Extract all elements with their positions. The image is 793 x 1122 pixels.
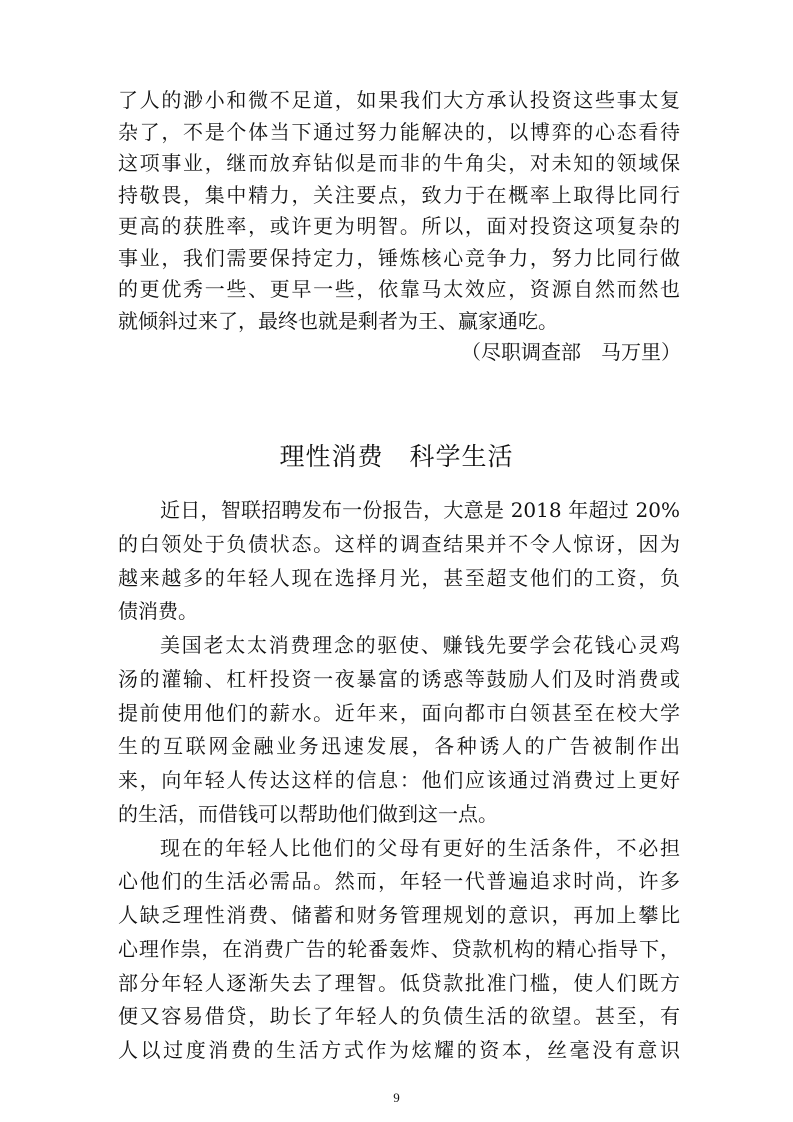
text-line: 人以过度消费的生活方式作为炫耀的资本，丝毫没有意识	[118, 1038, 680, 1062]
text-line: 美国老太太消费理念的驱使、赚钱先要学会花钱心灵鸡	[160, 633, 680, 657]
text-line: 了人的渺小和微不足道，如果我们大方承认投资这些事太复	[118, 88, 680, 112]
text-line: 更高的获胜率，或许更为明智。所以，面对投资这项复杂的	[118, 214, 680, 238]
text-line: 来，向年轻人传达这样的信息：他们应该通过消费过上更好	[118, 768, 680, 792]
text-line: 这项事业，继而放弃钻似是而非的牛角尖，对未知的领域保	[118, 151, 680, 175]
text-line: 人缺乏理性消费、储蓄和财务管理规划的意识，再加上攀比	[118, 903, 680, 927]
byline: （尽职调查部 马万里）	[461, 340, 681, 364]
text-line: 提前使用他们的薪水。近年来，面向都市白领甚至在校大学	[118, 700, 680, 725]
text-line: 心他们的生活必需品。然而，年轻一代普遍追求时尚，许多	[118, 869, 680, 894]
text-line: 就倾斜过来了，最终也就是剩者为王、赢家通吃。	[118, 308, 558, 333]
text-line: 生的互联网金融业务迅速发展，各种诱人的广告被制作出	[118, 734, 680, 759]
text-line: 便又容易借贷，助长了年轻人的负债生活的欲望。甚至，有	[118, 1004, 680, 1029]
text-line: 部分年轻人逐渐失去了理智。低贷款批准门槛，使人们既方	[118, 970, 680, 995]
text-line: 的生活，而借钱可以帮助他们做到这一点。	[118, 801, 498, 826]
text-line: 越来越多的年轻人现在选择月光，甚至超支他们的工资，负	[118, 565, 680, 590]
text-line: 现在的年轻人比他们的父母有更好的生活条件，不必担	[160, 835, 680, 860]
text-line: 近日，智联招聘发布一份报告，大意是 2018 年超过 20%	[160, 498, 680, 522]
text-line: 持敬畏，集中精力，关注要点，致力于在概率上取得比同行	[118, 182, 680, 207]
text-line: 的白领处于负债状态。这样的调查结果并不令人惊讶，因为	[118, 531, 680, 556]
text-line: 汤的灌输、杠杆投资一夜暴富的诱惑等鼓励人们及时消费或	[118, 666, 680, 691]
text-line: 心理作祟，在消费广告的轮番轰炸、贷款机构的精心指导下，	[118, 936, 680, 961]
article-title: 理性消费 科学生活	[279, 442, 514, 471]
text-line: 事业，我们需要保持定力，锤炼核心竞争力，努力比同行做	[118, 245, 680, 270]
text-line: 杂了，不是个体当下通过努力能解决的，以博弈的心态看待	[118, 119, 680, 144]
text-line: 债消费。	[118, 599, 198, 624]
page-number: 9	[393, 1090, 400, 1105]
text-line: 的更优秀一些、更早一些，依靠马太效应，资源自然而然也	[118, 277, 680, 301]
